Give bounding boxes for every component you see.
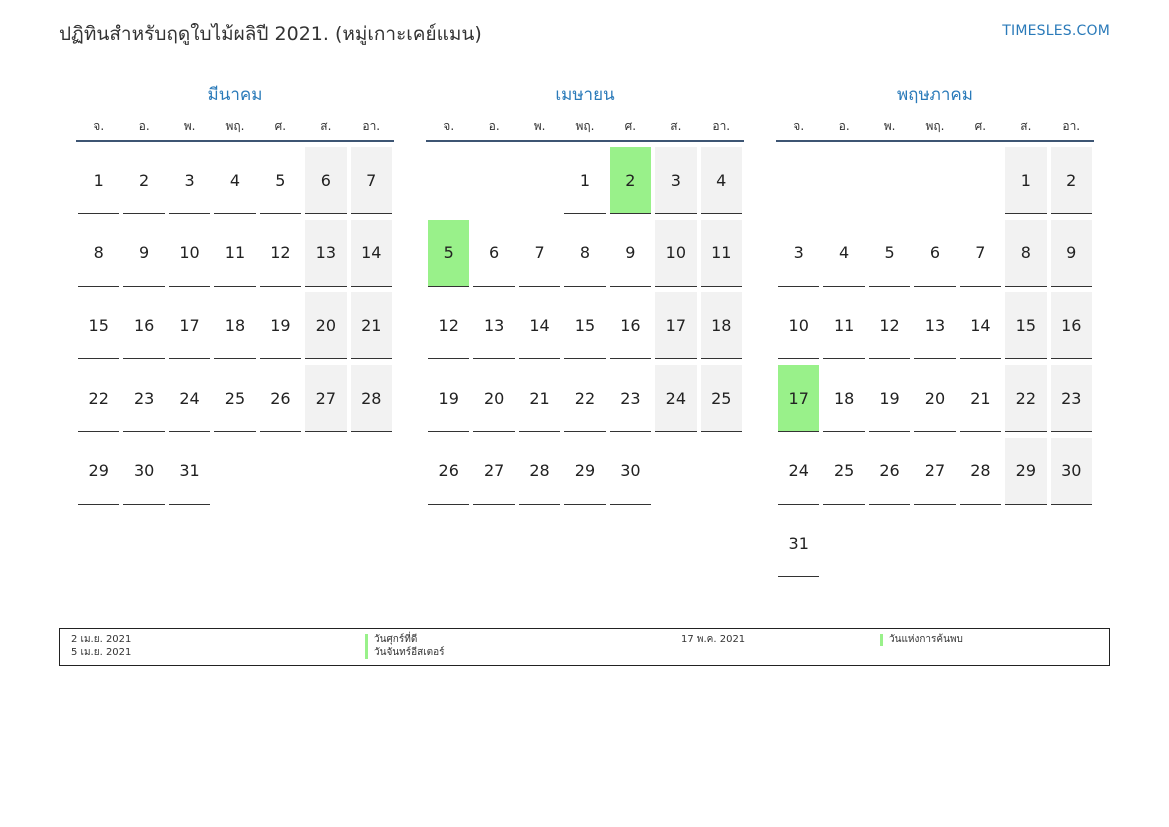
legend-date: 5 เม.ย. 2021: [71, 646, 132, 658]
day-cell: 9: [123, 220, 164, 287]
holiday-day-cell: 2: [610, 147, 651, 214]
weekday-label: ส.: [320, 119, 332, 133]
legend-date: 2 เม.ย. 2021: [71, 634, 132, 645]
day-cell: 12: [869, 292, 910, 359]
empty-cell: [823, 147, 864, 214]
day-cell: 2: [1051, 147, 1092, 214]
day-cell: 30: [1051, 438, 1092, 505]
day-cell: 6: [473, 220, 514, 287]
day-cell: 7: [351, 147, 392, 214]
holiday-day-cell: 17: [778, 365, 819, 432]
day-cell: 28: [519, 438, 560, 505]
weekday-label: อ.: [488, 119, 500, 133]
day-cell: 19: [869, 365, 910, 432]
empty-cell: [960, 147, 1001, 214]
days-grid: [776, 147, 1094, 583]
day-cell: 5: [260, 147, 301, 214]
weekday-label: ศ.: [274, 119, 287, 133]
day-cell: 14: [351, 220, 392, 287]
weekday-label: อ.: [838, 119, 850, 133]
day-cell: 23: [610, 365, 651, 432]
site-link[interactable]: TIMESLES.COM: [1002, 23, 1110, 39]
day-cell: 6: [914, 220, 955, 287]
weekday-label: จ.: [793, 119, 805, 133]
weekday-label: อ.: [138, 119, 150, 133]
day-cell: 11: [214, 220, 255, 287]
day-cell: 17: [655, 292, 696, 359]
day-cell: 16: [1051, 292, 1092, 359]
days-grid: [426, 147, 744, 510]
weekday-header: [426, 110, 744, 142]
empty-cell: [519, 147, 560, 214]
day-cell: 3: [169, 147, 210, 214]
day-cell: 13: [914, 292, 955, 359]
day-cell: 26: [428, 438, 469, 505]
day-cell: 8: [1005, 220, 1046, 287]
day-cell: 27: [914, 438, 955, 505]
month-name: มีนาคม: [207, 85, 263, 105]
weekday-label: จ.: [443, 119, 455, 133]
day-cell: 7: [519, 220, 560, 287]
day-cell: 19: [428, 365, 469, 432]
empty-cell: [428, 147, 469, 214]
empty-cell: [869, 147, 910, 214]
day-cell: 15: [1005, 292, 1046, 359]
day-cell: 26: [260, 365, 301, 432]
day-cell: 15: [564, 292, 605, 359]
weekday-label: พ.: [533, 119, 546, 133]
legend-names-1: [365, 634, 445, 659]
legend-holiday: วันศุกร์ที่ดี: [374, 634, 418, 645]
month-may: [776, 80, 1094, 583]
day-cell: 22: [78, 365, 119, 432]
day-cell: 5: [869, 220, 910, 287]
day-cell: 15: [78, 292, 119, 359]
month-name: พฤษภาคม: [896, 85, 974, 105]
day-cell: 21: [960, 365, 1001, 432]
weekday-label: พฤ.: [925, 119, 945, 133]
day-cell: 20: [914, 365, 955, 432]
legend-dates-1: [71, 634, 131, 659]
day-cell: 10: [778, 292, 819, 359]
day-cell: 23: [1051, 365, 1092, 432]
day-cell: 7: [960, 220, 1001, 287]
day-cell: 22: [1005, 365, 1046, 432]
day-cell: 27: [473, 438, 514, 505]
day-cell: 18: [214, 292, 255, 359]
legend-holiday: วันจันทร์อีสเตอร์: [374, 646, 445, 658]
day-cell: 6: [305, 147, 346, 214]
weekday-label: พฤ.: [575, 119, 595, 133]
weekday-label: พ.: [883, 119, 896, 133]
day-cell: 26: [869, 438, 910, 505]
day-cell: 21: [351, 292, 392, 359]
day-cell: 31: [778, 510, 819, 577]
day-cell: 2: [123, 147, 164, 214]
day-cell: 20: [305, 292, 346, 359]
day-cell: 4: [823, 220, 864, 287]
days-grid: [76, 147, 394, 510]
legend-names-2: [880, 634, 963, 646]
day-cell: 3: [655, 147, 696, 214]
day-cell: 8: [564, 220, 605, 287]
day-cell: 31: [169, 438, 210, 505]
day-cell: 10: [169, 220, 210, 287]
legend-dates-2: [681, 634, 745, 647]
day-cell: 12: [428, 292, 469, 359]
weekday-header: [776, 110, 1094, 142]
day-cell: 1: [1005, 147, 1046, 214]
month-april: [426, 80, 744, 510]
holiday-legend: [59, 628, 1110, 666]
day-cell: 23: [123, 365, 164, 432]
legend-date: 17 พ.ค. 2021: [681, 634, 746, 645]
day-cell: 29: [1005, 438, 1046, 505]
day-cell: 16: [123, 292, 164, 359]
day-cell: 17: [169, 292, 210, 359]
empty-cell: [778, 147, 819, 214]
day-cell: 25: [701, 365, 742, 432]
weekday-label: อา.: [362, 119, 381, 133]
day-cell: 29: [78, 438, 119, 505]
day-cell: 18: [823, 365, 864, 432]
day-cell: 20: [473, 365, 514, 432]
day-cell: 9: [610, 220, 651, 287]
day-cell: 10: [655, 220, 696, 287]
month-march: [76, 80, 394, 510]
day-cell: 1: [564, 147, 605, 214]
page-title: ปฏิทินสำหรับฤดูใบไม้ผลิปี 2021. (หมู่เกาะเคย์แมน): [59, 23, 482, 45]
day-cell: 4: [214, 147, 255, 214]
day-cell: 25: [823, 438, 864, 505]
day-cell: 13: [305, 220, 346, 287]
weekday-label: อา.: [712, 119, 731, 133]
day-cell: 3: [778, 220, 819, 287]
weekday-label: พฤ.: [225, 119, 245, 133]
weekday-label: ศ.: [974, 119, 987, 133]
day-cell: 27: [305, 365, 346, 432]
day-cell: 11: [701, 220, 742, 287]
legend-holiday: วันแห่งการค้นพบ: [889, 634, 963, 645]
weekday-label: พ.: [183, 119, 196, 133]
weekday-label: ศ.: [624, 119, 637, 133]
holiday-day-cell: 5: [428, 220, 469, 287]
day-cell: 14: [519, 292, 560, 359]
day-cell: 24: [778, 438, 819, 505]
weekday-label: อา.: [1062, 119, 1081, 133]
weekday-header: [76, 110, 394, 142]
empty-cell: [914, 147, 955, 214]
day-cell: 16: [610, 292, 651, 359]
day-cell: 28: [960, 438, 1001, 505]
month-name: เมษายน: [555, 85, 615, 105]
day-cell: 25: [214, 365, 255, 432]
day-cell: 22: [564, 365, 605, 432]
day-cell: 30: [123, 438, 164, 505]
day-cell: 1: [78, 147, 119, 214]
day-cell: 9: [1051, 220, 1092, 287]
day-cell: 13: [473, 292, 514, 359]
weekday-label: ส.: [1020, 119, 1032, 133]
day-cell: 28: [351, 365, 392, 432]
day-cell: 30: [610, 438, 651, 505]
day-cell: 14: [960, 292, 1001, 359]
day-cell: 19: [260, 292, 301, 359]
empty-cell: [473, 147, 514, 214]
day-cell: 24: [655, 365, 696, 432]
day-cell: 11: [823, 292, 864, 359]
day-cell: 8: [78, 220, 119, 287]
day-cell: 12: [260, 220, 301, 287]
day-cell: 21: [519, 365, 560, 432]
day-cell: 24: [169, 365, 210, 432]
day-cell: 4: [701, 147, 742, 214]
weekday-label: ส.: [670, 119, 682, 133]
day-cell: 29: [564, 438, 605, 505]
weekday-label: จ.: [93, 119, 105, 133]
day-cell: 18: [701, 292, 742, 359]
